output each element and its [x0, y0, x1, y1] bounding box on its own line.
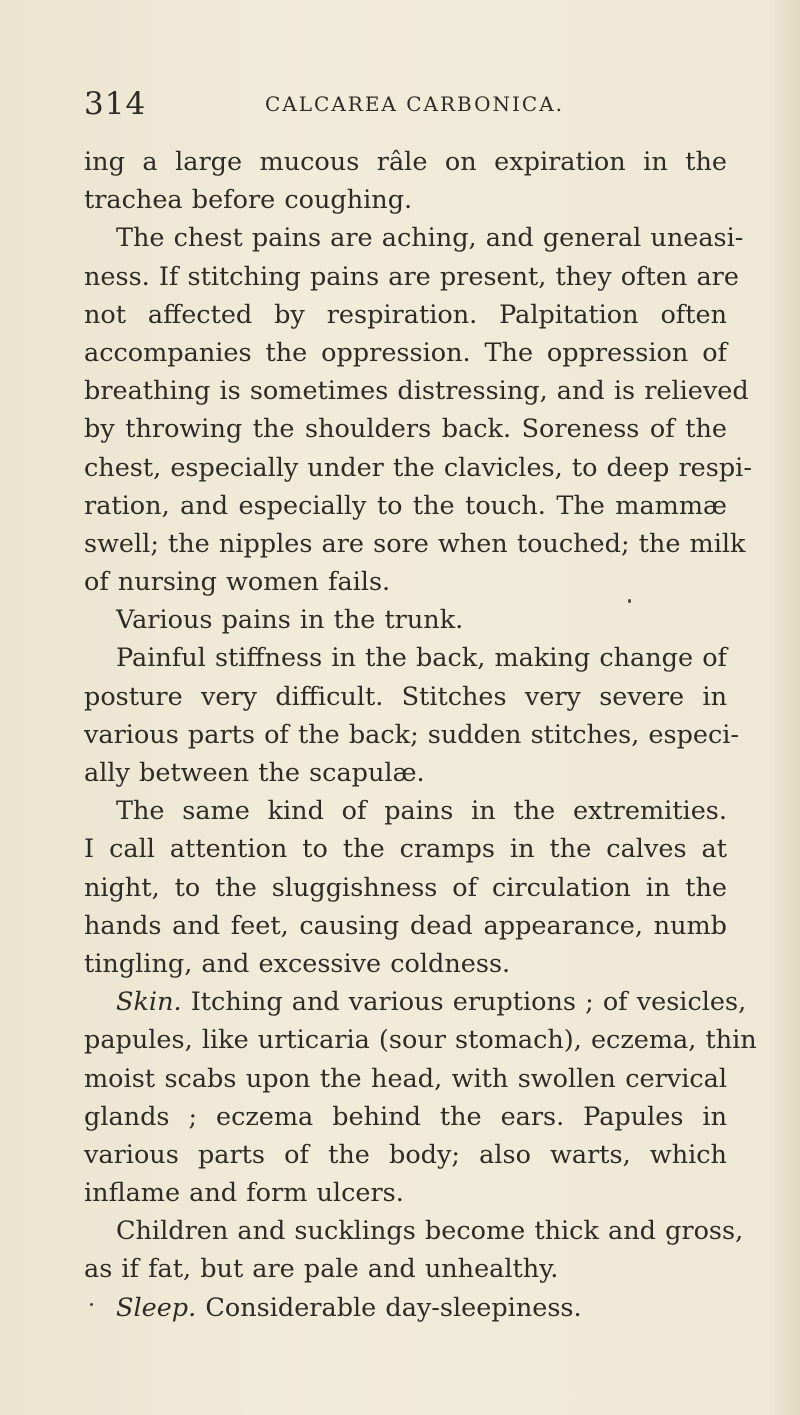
text-line [84, 983, 747, 1021]
text-line: papules, like urticaria (sour stomach), eczema, thin [84, 1025, 757, 1056]
text-line: The same kind of pains in the extremities. [116, 796, 727, 827]
text-line: Painful stiffness in the back, making change of [116, 643, 727, 674]
text-line: ally between the scapulæ. [84, 758, 425, 788]
text-line: not affected by respiration. Palpitation often [84, 299, 727, 330]
text-line: chest, especially under the clavicles, to deep respi- [84, 452, 752, 483]
text-line: glands ; eczema behind the ears. Papules in [84, 1101, 727, 1132]
text-line: trachea before coughing. [84, 185, 413, 216]
text-line: breathing is sometimes distressing, and is relieved [84, 376, 749, 407]
text-line: various parts of the back; sudden stitches, especi- [84, 719, 740, 750]
text-line: moist scabs upon the head, with swollen cervical [84, 1063, 727, 1094]
line-text: Considerable day-sleepiness. [196, 1292, 582, 1323]
text-line: hands and feet, causing dead appearance, numb [84, 910, 727, 941]
section-heading: Skin. [116, 987, 182, 1018]
text-line [84, 1289, 727, 1327]
text-line: various parts of the body; also warts, which [84, 1139, 727, 1170]
text-line: Various pains in the trunk. [116, 605, 464, 636]
text-line: of nursing women fails. [84, 567, 391, 598]
page-number: 314 [84, 86, 147, 122]
body-text [84, 143, 757, 1327]
ink-speck [628, 599, 631, 603]
text-line: ing a large mucous râle on expiration in the [84, 147, 727, 177]
line-text: Itching and various eruptions ; of vesicles, [181, 987, 747, 1018]
text-line: accompanies the oppression. The oppression of [84, 337, 727, 368]
text-line: by throwing the shoulders back. Soreness of the [84, 414, 727, 445]
ink-speck [90, 1303, 93, 1306]
text-line: The chest pains are aching, and general uneasi- [116, 223, 744, 254]
text-line: inflame and form ulcers. [84, 1178, 404, 1209]
text-line: night, to the sluggishness of circulation in the [84, 872, 727, 903]
running-head: CALCAREA CARBONICA. [265, 92, 565, 116]
text-line: I call attention to the cramps in the calves at [84, 834, 727, 865]
page-header [84, 84, 724, 124]
text-line: tingling, and excessive coldness. [84, 948, 511, 979]
text-line: Children and sucklings become thick and gross, [116, 1216, 744, 1247]
section-heading: Sleep. [116, 1292, 197, 1323]
text-line: swell; the nipples are sore when touched; the milk [84, 528, 746, 559]
text-line: ness. If stitching pains are present, they often are [84, 261, 739, 292]
text-line: as if fat, but are pale and unhealthy. [84, 1254, 559, 1285]
text-line: posture very difficult. Stitches very severe in [84, 681, 727, 712]
text-line: ration, and especially to the touch. The mammæ [84, 490, 727, 521]
